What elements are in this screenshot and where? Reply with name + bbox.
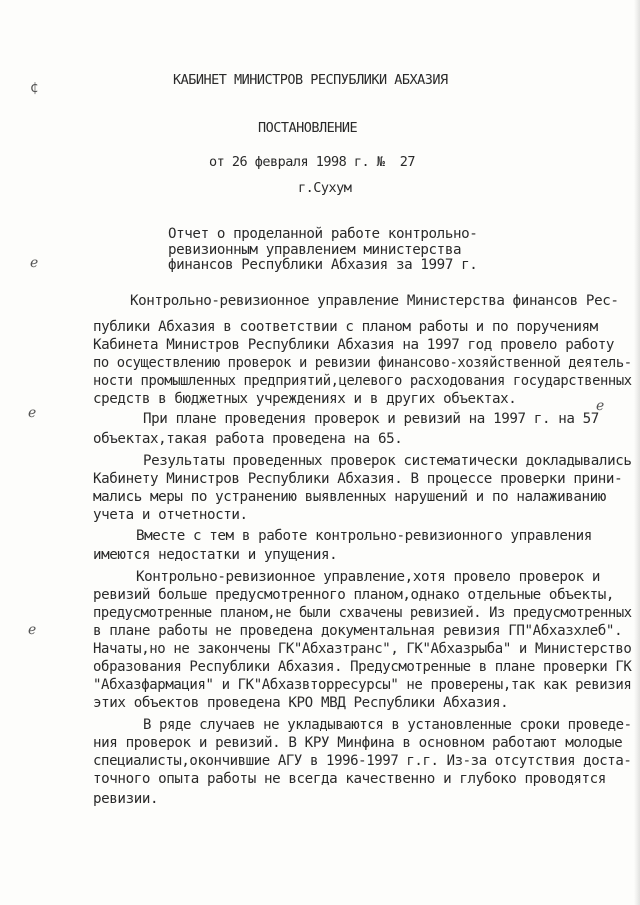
punch-hole-mark: ℯ — [28, 405, 37, 421]
punch-hole-mark: ℯ — [30, 255, 39, 271]
body-line: имеются недостатки и упущения. — [93, 547, 338, 563]
page-edge-shadow — [634, 0, 640, 905]
document-type: ПОСТАНОВЛЕНИЕ — [258, 120, 358, 136]
body-line: ния проверок и ревизий. В КРУ Минфина в основном работают молодые — [93, 735, 623, 751]
subject-line: Отчет о проделанной работе контрольно- — [168, 226, 478, 242]
body-line: мались меры по устранению выявленных нарушений и по налаживанию — [93, 489, 606, 505]
body-line: специалисты,окончившие АГУ в 1996-1997 г.г. Из-за отсутствия доста- — [93, 753, 632, 769]
body-line: "Абхазфармация" и ГК"Абхазвторресурсы" не проверены,так как ревизия — [93, 677, 632, 693]
document-city: г.Сухум — [298, 180, 352, 196]
punch-hole-mark: ¢ — [30, 80, 39, 96]
punch-hole-mark: ℯ — [596, 398, 605, 414]
body-line: в плане работы не проведена документальная ревизия ГП"Абхазхлеб". — [93, 623, 623, 639]
body-line: Начаты,но не закончены ГК"Абхазтранс", ГК"Абхазрыба" и Министерство — [93, 641, 632, 657]
body-line: ревизии. — [93, 791, 159, 807]
body-line: учета и отчетности. — [93, 507, 248, 523]
body-line: образования Республики Абхазия. Предусмотренные в плане проверки ГК — [93, 659, 632, 675]
body-line: средств в бюджетных учреждениях и в других объектах. — [93, 391, 517, 407]
body-line: Контрольно-ревизионное управление,хотя провело проверок и — [136, 569, 601, 585]
body-line: Результаты проведенных проверок систематически докладывались — [143, 453, 632, 469]
org-title: КАБИНЕТ МИНИСТРОВ РЕСПУБЛИКИ АБХАЗИЯ — [173, 72, 448, 88]
subject-line: ревизионным управлением министерства — [168, 242, 462, 258]
body-line: объектах,такая работа проведена на 65. — [93, 431, 403, 447]
punch-hole-mark: ℯ — [28, 622, 37, 638]
body-line: публики Абхазия в соответствии с планом работы и по поручениям — [93, 319, 598, 335]
body-line: этих объектов проведена КРО МВД Республики Абхазия. — [93, 695, 509, 711]
body-line: Кабинету Министров Республики Абхазия. В процессе проверки прини- — [93, 471, 623, 487]
subject-line: финансов Республики Абхазия за 1997 г. — [168, 257, 478, 273]
body-line: В ряде случаев не укладываются в установленные сроки проведе- — [143, 717, 632, 733]
body-line: точного опыта работы не всегда качественно и глубоко проводятся — [93, 771, 606, 787]
body-line: ревизий больше предусмотренного планом,однако отдельные объекты, — [93, 587, 615, 603]
body-line: Вместе с тем в работе контрольно-ревизионного управления — [136, 528, 592, 544]
body-line: Контрольно-ревизионное управление Министерства финансов Рес- — [130, 293, 619, 309]
body-line: ности промышленных предприятий,целевого расходования государственных — [93, 373, 632, 389]
body-line: При плане проведения проверок и ревизий на 1997 г. на 57 — [143, 411, 599, 427]
body-line: по осуществлению проверок и ревизии финансово-хозяйственной деятель- — [93, 355, 632, 371]
body-line: Кабинета Министров Республики Абхазия на 1997 год провело работу — [93, 337, 615, 353]
document-date-number: от 26 февраля 1998 г. № 27 — [209, 154, 415, 170]
body-line: предусмотренные планом,не были схвачены ревизией. Из предусмотренных — [93, 605, 632, 621]
